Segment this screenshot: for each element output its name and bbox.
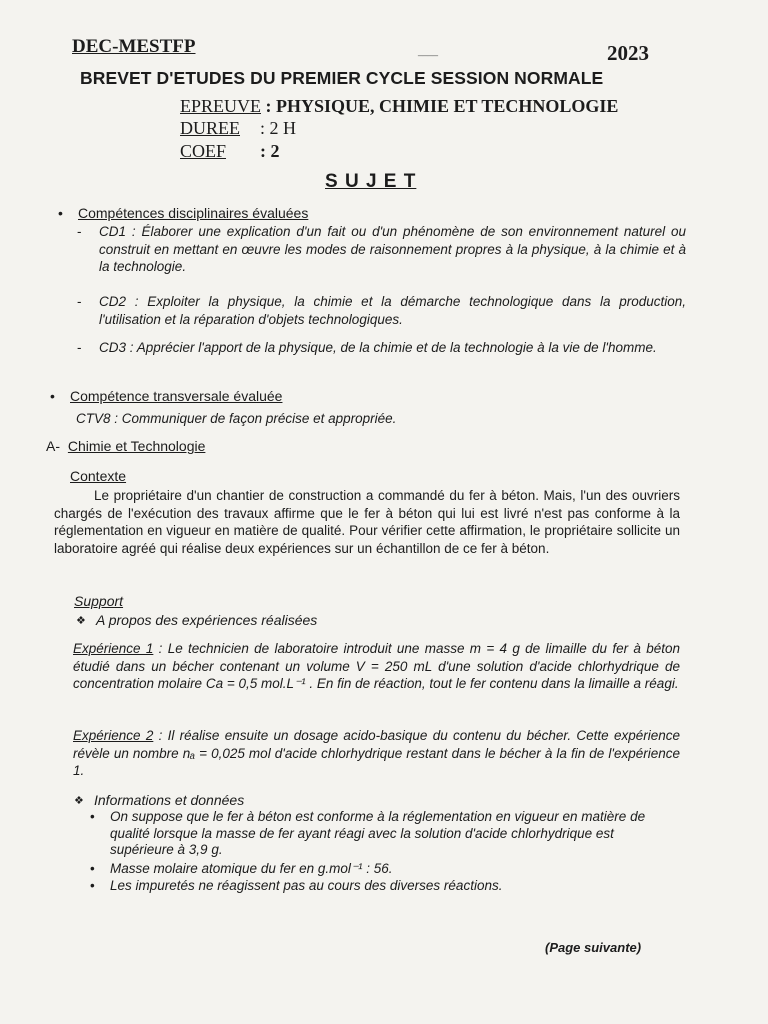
experience-2 <box>73 727 680 780</box>
next-page-note: (Page suivante) <box>545 940 642 955</box>
epreuve-row <box>180 96 618 117</box>
competences-disciplinaires-label: Compétences disciplinaires évaluées <box>78 205 309 221</box>
coef-row <box>180 141 280 162</box>
experience-1 <box>73 640 680 693</box>
epreuve-label: EPREUVE <box>180 96 261 116</box>
sujet-title: S U J E T <box>325 171 417 192</box>
ctv8-text: CTV8 : Communiquer de façon précise et appropriée. <box>76 411 397 426</box>
competence-transversale-title <box>70 388 282 404</box>
duree-value: : 2 H <box>260 118 296 138</box>
experience-1-label: Expérience 1 <box>73 641 154 656</box>
experience-2-label: Expérience 2 <box>73 728 154 743</box>
infos-title: ❖ Informations et données <box>94 792 244 808</box>
duree-row <box>180 118 296 139</box>
section-a-title: Chimie et Technologie <box>67 438 206 454</box>
coef-label: COEF <box>180 141 227 161</box>
org-name: DEC-MESTFP <box>72 36 196 57</box>
experience-1-text: : Le technicien de laboratoire introduit une masse m = 4 g de limaille du fer à béton étudié dans un bécher contenant un volume V = 250 mL d'une solution d'acide chlorhydrique de concentration molaire Ca = 0,5 mol.L⁻¹ . En fin de réaction, tout le fer contenu dans la limaille a réagi. <box>73 641 680 691</box>
epreuve-value: : PHYSIQUE, CHIMIE ET TECHNOLOGIE <box>265 96 619 116</box>
contexte-title: Contexte <box>70 468 127 484</box>
section-a-letter: A- <box>46 438 60 454</box>
contexte-text: Le propriétaire d'un chantier de construction a commandé du fer à béton. Mais, l'un des ouvriers chargés de l'exécution des travaux affirme que le fer à béton qui lui est livré n'est pas conforme à la réglementation en vigueur en matière de qualité. Pour vérifier cette affirmation, le propriétaire sollicite un laboratoire agréé qui réalise deux expériences sur un échantillon de ce fer à béton. <box>54 488 680 556</box>
section-a-heading <box>46 438 205 454</box>
cd3-text: - CD3 : Apprécier l'apport de la physique, de la chimie et de la technologie à la vie de l'homme. <box>99 339 686 357</box>
competence-transversale-label: Compétence transversale évaluée <box>70 388 283 404</box>
competences-disciplinaires-title <box>78 205 308 221</box>
info-item-2: • Masse molaire atomique du fer en g.mol⁻¹ : 56. <box>110 860 680 877</box>
support-title: Support <box>74 593 124 609</box>
header-separator: ____ <box>418 46 439 56</box>
cd1-text: - CD1 : Élaborer une explication d'un fait ou d'un phénomène de son environnement naturel ou construit en mettant en œuvre les modes de raisonnement propres à la physique, à la chimie et à la technologie. <box>99 223 686 276</box>
exam-title: BREVET D'ETUDES DU PREMIER CYCLE SESSION NORMALE <box>80 68 604 88</box>
cd2-text: - CD2 : Exploiter la physique, la chimie et la démarche technologique dans la production, l'utilisation et la réparation d'objets technologiques. <box>99 293 686 328</box>
apropos-title: ❖ A propos des expériences réalisées <box>96 612 317 628</box>
info-item-3: • Les impuretés ne réagissent pas au cours des diverses réactions. <box>110 877 680 894</box>
info-item-1: • On suppose que le fer à béton est conforme à la réglementation en vigueur en matière de qualité lorsque la masse de fer ayant réagi avec la solution d'acide chlorhydrique est supérieure à 3,9 g. <box>110 809 680 859</box>
coef-value: : 2 <box>260 141 280 161</box>
duree-label: DUREE <box>180 118 240 138</box>
exam-year: 2023 <box>607 41 649 65</box>
experience-2-text: : Il réalise ensuite un dosage acido-basique du contenu du bécher. Cette expérience révèle un nombre nₐ = 0,025 mol d'acide chlorhydrique restant dans le bécher à la fin de l'expérience 1. <box>73 728 680 778</box>
